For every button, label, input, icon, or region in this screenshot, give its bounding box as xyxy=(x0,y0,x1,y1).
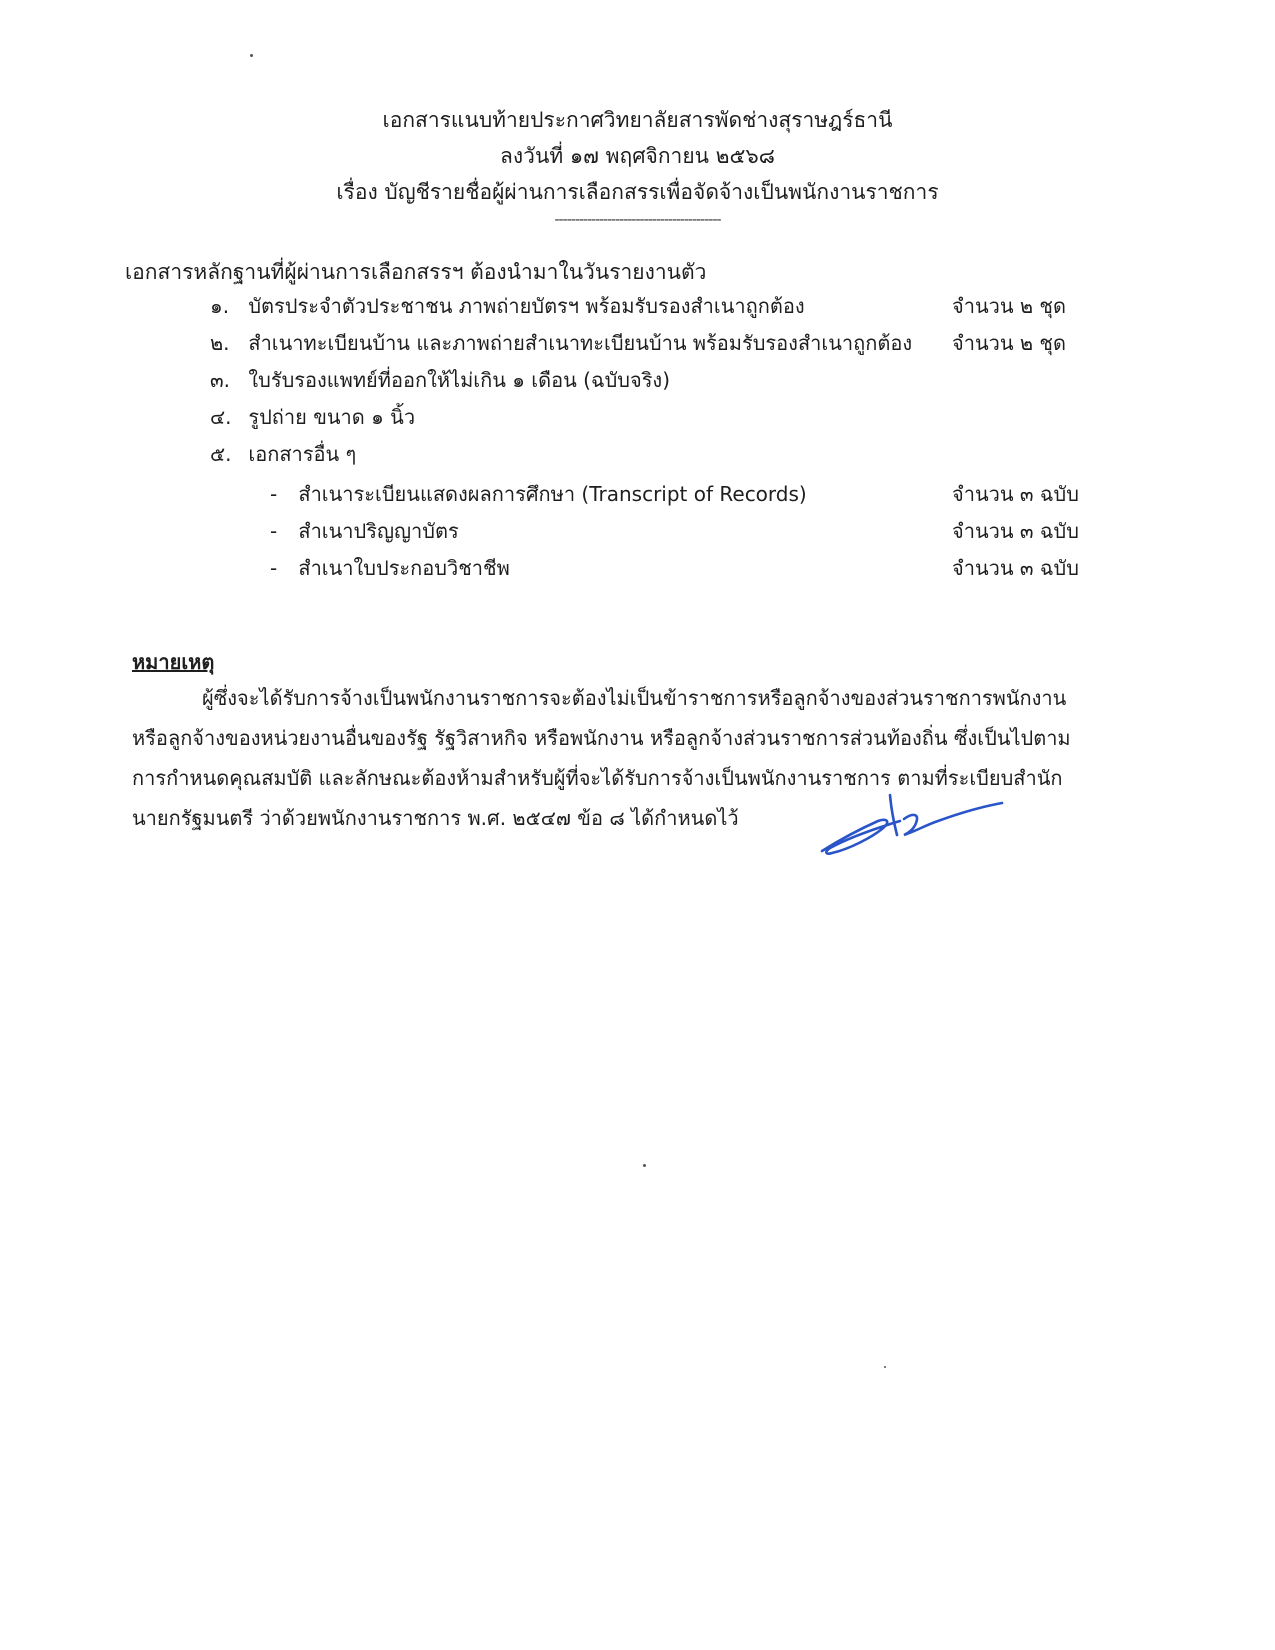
list-item xyxy=(210,364,1110,401)
document-list xyxy=(210,290,1110,475)
item-text: บัตรประจำตัวประชาชน ภาพถ่ายบัตรฯ พร้อมรับรองสำเนาถูกต้อง xyxy=(248,294,805,318)
item-quantity: จำนวน ๒ ชุด xyxy=(952,294,1066,318)
list-item xyxy=(210,290,1110,327)
intro-text: เอกสารหลักฐานที่ผู้ผ่านการเลือกสรรฯ ต้องนำมาในวันรายงานตัว xyxy=(125,260,707,284)
list-subitem xyxy=(270,515,1110,552)
subitem-dash: - xyxy=(270,519,278,543)
subitem-text: สำเนาระเบียนแสดงผลการศึกษา (Transcript of Records) xyxy=(298,482,807,506)
subitem-dash: - xyxy=(270,482,278,506)
item-text: เอกสารอื่น ๆ xyxy=(248,442,357,466)
item-number: ๒. xyxy=(210,331,230,355)
subitem-text: สำเนาปริญญาบัตร xyxy=(298,519,459,543)
remark-heading: หมายเหตุ xyxy=(132,650,215,674)
subitem-quantity: จำนวน ๓ ฉบับ xyxy=(952,556,1079,580)
item-number: ๕. xyxy=(210,442,232,466)
header-divider: ----------------------------------------- xyxy=(554,212,721,228)
item-text: รูปถ่าย ขนาด ๑ นิ้ว xyxy=(248,405,416,429)
subitem-dash: - xyxy=(270,556,278,580)
scan-speck xyxy=(643,1164,646,1167)
header-subject: เรื่อง บัญชีรายชื่อผู้ผ่านการเลือกสรรเพื่อจัดจ้างเป็นพนักงานราชการ xyxy=(336,180,939,204)
remark-line: นายกรัฐมนตรี ว่าด้วยพนักงานราชการ พ.ศ. ๒๕๔๗ ข้อ ๘ ได้กำหนดไว้ xyxy=(132,806,739,830)
item-number: ๔. xyxy=(210,405,232,429)
other-documents-list xyxy=(270,478,1110,589)
item-text: สำเนาทะเบียนบ้าน และภาพถ่ายสำเนาทะเบียนบ้าน พร้อมรับรองสำเนาถูกต้อง xyxy=(248,331,913,355)
list-item xyxy=(210,327,1110,364)
subitem-quantity: จำนวน ๓ ฉบับ xyxy=(952,519,1079,543)
list-subitem xyxy=(270,552,1110,589)
scan-speck xyxy=(250,54,253,57)
item-text: ใบรับรองแพทย์ที่ออกให้ไม่เกิน ๑ เดือน (ฉบับจริง) xyxy=(248,368,670,392)
subitem-quantity: จำนวน ๓ ฉบับ xyxy=(952,482,1079,506)
remark-line: การกำหนดคุณสมบัติ และลักษณะต้องห้ามสำหรับผู้ที่จะได้รับการจ้างเป็นพนักงานราชการ ตามที่ระเบียบสำนัก xyxy=(132,766,1063,790)
item-number: ๓. xyxy=(210,368,231,392)
scan-speck xyxy=(884,1366,886,1368)
header-title: เอกสารแนบท้ายประกาศวิทยาลัยสารพัดช่างสุราษฎร์ธานี xyxy=(382,108,893,132)
signature-icon xyxy=(820,785,1010,864)
document-header xyxy=(0,102,1275,230)
subitem-text: สำเนาใบประกอบวิชาชีพ xyxy=(298,556,510,580)
list-subitem xyxy=(270,478,1110,515)
header-date: ลงวันที่ ๑๗ พฤศจิกายน ๒๕๖๘ xyxy=(500,144,775,168)
list-item xyxy=(210,401,1110,438)
remark-line: ผู้ซึ่งจะได้รับการจ้างเป็นพนักงานราชการจะต้องไม่เป็นข้าราชการหรือลูกจ้างของส่วนราชการพนักงาน xyxy=(202,686,1067,710)
item-quantity: จำนวน ๒ ชุด xyxy=(952,331,1066,355)
item-number: ๑. xyxy=(210,294,230,318)
remark-line: หรือลูกจ้างของหน่วยงานอื่นของรัฐ รัฐวิสาหกิจ หรือพนักงาน หรือลูกจ้างส่วนราชการส่วนท้องถิ่น ซึ่งเป็นไปตาม xyxy=(132,726,1071,750)
list-item xyxy=(210,438,1110,475)
